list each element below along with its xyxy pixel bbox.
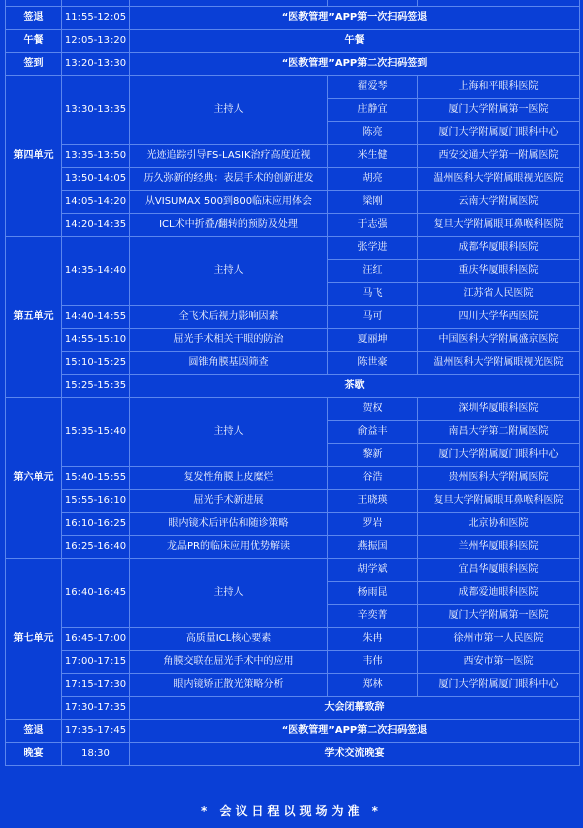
table-row: [6, 375, 580, 398]
speaker-cell: 燕振国: [328, 536, 418, 559]
time-cell: 17:00-17:15: [62, 651, 130, 674]
hospital-cell: 上海和平眼科医院: [418, 76, 580, 99]
time-cell: 15:10-15:25: [62, 352, 130, 375]
speaker-cell: 胡亮: [328, 168, 418, 191]
speaker-cell: 梁刚: [328, 191, 418, 214]
table-row: [6, 7, 580, 30]
event-cell: “医教管理”APP第二次扫码签到: [130, 53, 580, 76]
table-row: [6, 329, 580, 352]
topic-cell: 龙晶PR的临床应用优势解读: [130, 536, 328, 559]
topic-cell: 眼内镜术后评估和随诊策略: [130, 513, 328, 536]
topic-cell: 全飞术后视力影响因素: [130, 306, 328, 329]
table-row: [6, 145, 580, 168]
speaker-cell: 朱冉: [328, 628, 418, 651]
speaker-cell: 罗岩: [328, 513, 418, 536]
event-cell: 茶歇: [130, 375, 580, 398]
schedule-table: [5, 0, 580, 766]
time-cell: 14:20-14:35: [62, 214, 130, 237]
table-row: [6, 237, 580, 260]
table-row: [6, 651, 580, 674]
time-cell: 14:40-14:55: [62, 306, 130, 329]
topic-cell: 圆锥角膜基因筛查: [130, 352, 328, 375]
table-row: [6, 674, 580, 697]
unit-label: 第六单元: [6, 398, 62, 559]
time-cell: 15:40-15:55: [62, 467, 130, 490]
speaker-cell: 王晓瑛: [328, 490, 418, 513]
unit-label: 第七单元: [6, 559, 62, 720]
table-row: [6, 513, 580, 536]
topic-cell: 屈光手术新进展: [130, 490, 328, 513]
table-row: [6, 559, 580, 582]
footer-note: * 会议日程以现场为准 *: [201, 804, 382, 818]
speaker-cell: 贺权: [328, 398, 418, 421]
session-label: 晚宴: [6, 743, 62, 766]
table-row: [6, 168, 580, 191]
time-cell: 13:30-13:35: [62, 76, 130, 145]
hospital-cell: 温州医科大学附属眼视光医院: [418, 168, 580, 191]
hospital-cell: 复旦大学附属眼耳鼻喉科医院: [418, 490, 580, 513]
time-cell: 14:05-14:20: [62, 191, 130, 214]
time-cell: 15:25-15:35: [62, 375, 130, 398]
topic-cell: 主持人: [130, 559, 328, 628]
speaker-cell: 夏丽坤: [328, 329, 418, 352]
time-cell: 13:35-13:50: [62, 145, 130, 168]
time-cell: 14:35-14:40: [62, 237, 130, 306]
time-cell: 18:30: [62, 743, 130, 766]
hospital-cell: 兰州华厦眼科医院: [418, 536, 580, 559]
session-label: 签退: [6, 720, 62, 743]
table-row: [6, 398, 580, 421]
time-cell: 17:15-17:30: [62, 674, 130, 697]
speaker-cell: 陈世豪: [328, 352, 418, 375]
table-row: [6, 30, 580, 53]
speaker-cell: 俞益丰: [328, 421, 418, 444]
speaker-cell: 张学进: [328, 237, 418, 260]
speaker-cell: 翟爱琴: [328, 76, 418, 99]
hospital-cell: 西安市第一医院: [418, 651, 580, 674]
hospital-cell: 厦门大学附属厦门眼科中心: [418, 444, 580, 467]
topic-cell: 光迹追踪引导FS-LASIK治疗高度近视: [130, 145, 328, 168]
topic-cell: 从VISUMAX 500到800临床应用体会: [130, 191, 328, 214]
hospital-cell: 厦门大学附属厦门眼科中心: [418, 122, 580, 145]
speaker-cell: 胡学斌: [328, 559, 418, 582]
table-row: [6, 490, 580, 513]
table-row: [6, 53, 580, 76]
hospital-cell: 江苏省人民医院: [418, 283, 580, 306]
hospital-cell: 厦门大学附属第一医院: [418, 605, 580, 628]
hospital-cell: 徐州市第一人民医院: [418, 628, 580, 651]
time-cell: 13:50-14:05: [62, 168, 130, 191]
topic-cell: 高质量ICL核心要素: [130, 628, 328, 651]
hospital-cell: 厦门大学附属厦门眼科中心: [418, 674, 580, 697]
speaker-cell: 马飞: [328, 283, 418, 306]
table-row: [6, 720, 580, 743]
hospital-cell: 复旦大学附属眼耳鼻喉科医院: [418, 214, 580, 237]
topic-cell: 复发性角膜上皮糜烂: [130, 467, 328, 490]
session-label: 签退: [6, 7, 62, 30]
topic-cell: 屈光手术相关干眼的防治: [130, 329, 328, 352]
table-row: [6, 536, 580, 559]
topic-cell: 历久弥新的经典：表层手术的创新进发: [130, 168, 328, 191]
topic-cell: 主持人: [130, 76, 328, 145]
hospital-cell: 西安交通大学第一附属医院: [418, 145, 580, 168]
session-label: 签到: [6, 53, 62, 76]
speaker-cell: 辛奕菁: [328, 605, 418, 628]
speaker-cell: 韦伟: [328, 651, 418, 674]
speaker-cell: 陈亮: [328, 122, 418, 145]
topic-cell: 主持人: [130, 398, 328, 467]
table-row: [6, 76, 580, 99]
time-cell: 15:35-15:40: [62, 398, 130, 467]
unit-label: 第五单元: [6, 237, 62, 398]
time-cell: 11:55-12:05: [62, 7, 130, 30]
speaker-cell: 杨雨昆: [328, 582, 418, 605]
hospital-cell: 成都爱迪眼科医院: [418, 582, 580, 605]
time-cell: 16:45-17:00: [62, 628, 130, 651]
event-cell: “医教管理”APP第一次扫码签退: [130, 7, 580, 30]
time-cell: 16:10-16:25: [62, 513, 130, 536]
event-cell: 午餐: [130, 30, 580, 53]
speaker-cell: 汪红: [328, 260, 418, 283]
time-cell: 13:20-13:30: [62, 53, 130, 76]
speaker-cell: 郑林: [328, 674, 418, 697]
hospital-cell: 温州医科大学附属眼视光医院: [418, 352, 580, 375]
time-cell: 16:25-16:40: [62, 536, 130, 559]
topic-cell: 眼内镜矫正散光策略分析: [130, 674, 328, 697]
time-cell: 17:30-17:35: [62, 697, 130, 720]
hospital-cell: 厦门大学附属第一医院: [418, 99, 580, 122]
hospital-cell: 四川大学华西医院: [418, 306, 580, 329]
table-row: [6, 214, 580, 237]
hospital-cell: 宜昌华厦眼科医院: [418, 559, 580, 582]
unit-label: 第四单元: [6, 76, 62, 237]
table-row: [6, 743, 580, 766]
topic-cell: 角膜交联在屈光手术中的应用: [130, 651, 328, 674]
topic-cell: 主持人: [130, 237, 328, 306]
hospital-cell: 北京协和医院: [418, 513, 580, 536]
table-row: [6, 191, 580, 214]
speaker-cell: 黎新: [328, 444, 418, 467]
table-row: [6, 697, 580, 720]
time-cell: 14:55-15:10: [62, 329, 130, 352]
event-cell: 学术交流晚宴: [130, 743, 580, 766]
speaker-cell: 于志强: [328, 214, 418, 237]
hospital-cell: 成都华厦眼科医院: [418, 237, 580, 260]
table-row: [6, 306, 580, 329]
hospital-cell: 中国医科大学附属盛京医院: [418, 329, 580, 352]
hospital-cell: 重庆华厦眼科医院: [418, 260, 580, 283]
speaker-cell: 马可: [328, 306, 418, 329]
time-cell: 15:55-16:10: [62, 490, 130, 513]
session-label: 午餐: [6, 30, 62, 53]
hospital-cell: 贵州医科大学附属医院: [418, 467, 580, 490]
table-row: [6, 628, 580, 651]
event-cell: 大会闭幕致辞: [130, 697, 580, 720]
hospital-cell: 云南大学附属医院: [418, 191, 580, 214]
hospital-cell: 深圳华厦眼科医院: [418, 398, 580, 421]
event-cell: “医教管理”APP第二次扫码签退: [130, 720, 580, 743]
table-row: [6, 352, 580, 375]
time-cell: 16:40-16:45: [62, 559, 130, 628]
topic-cell: ICL术中折叠/翻转的预防及处理: [130, 214, 328, 237]
speaker-cell: 谷浩: [328, 467, 418, 490]
hospital-cell: 南昌大学第二附属医院: [418, 421, 580, 444]
speaker-cell: 庄静宜: [328, 99, 418, 122]
speaker-cell: 米生健: [328, 145, 418, 168]
time-cell: 12:05-13:20: [62, 30, 130, 53]
table-row: [6, 467, 580, 490]
time-cell: 17:35-17:45: [62, 720, 130, 743]
